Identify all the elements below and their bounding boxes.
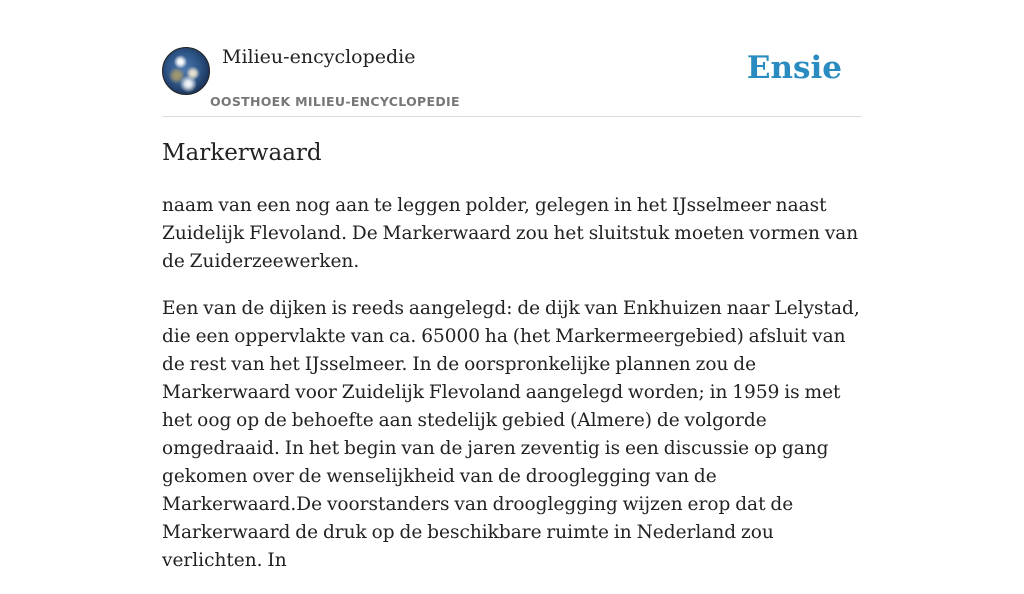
site-subtitle[interactable]: OOSTHOEK MILIEU-ENCYCLOPEDIE — [210, 94, 460, 109]
page-container — [162, 0, 862, 571]
article-paragraph: naam van een nog aan te leggen polder, gelegen in het IJsselmeer naast Zuidelijk Flevoland. De Markerwaard zou het sluitstuk moeten vormen van de Zuiderzeewerken. — [162, 195, 859, 272]
article-title: Markerwaard — [162, 140, 322, 166]
site-header — [162, 0, 862, 117]
article-paragraph: Een van de dijken is reeds aangelegd: de dijk van Enkhuizen naar Lelystad, die een oppervlakte van ca. 65000 ha (het Markermeergebied) afsluit van de rest van het IJsselmeer. In de oorspronkelijke plannen zou de Markerwaard voor Zuidelijk Flevoland aangelegd worden; in 1959 is met het oog op de behoefte aan stedelijk gebied (Almere) de volgorde omgedraaid. In het begin van de jaren zeventig is een discussie op gang gekomen over de wenselijkheid van de drooglegging van de Markerwaard.De voorstanders van drooglegging wijzen erop dat de Markerwaard de druk op de beschikbare ruimte in Nederland zou verlichten. In — [162, 298, 860, 571]
site-title-link[interactable]: Milieu-encyclopedie — [222, 46, 416, 68]
ensie-logo-link[interactable]: Ensie — [746, 50, 842, 86]
earth-globe-icon[interactable] — [162, 47, 210, 95]
article-body — [162, 192, 867, 594]
